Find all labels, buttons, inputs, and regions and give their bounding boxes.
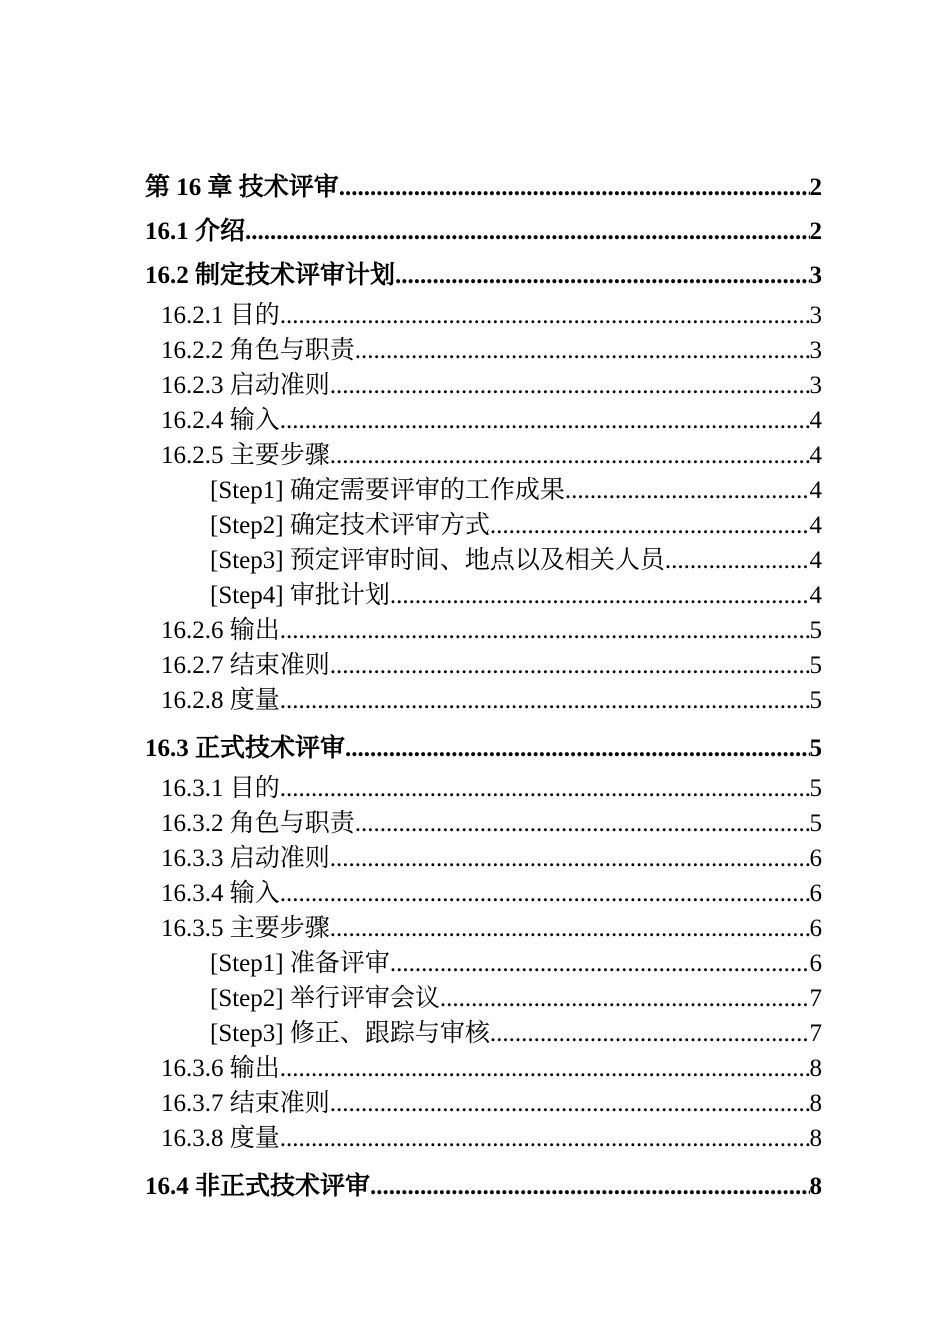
toc-entry[interactable]	[145, 727, 822, 771]
toc-entry-title: [Step3] 修正、跟踪与审核	[210, 1020, 490, 1047]
toc-entry-page-number: 5	[809, 775, 822, 802]
toc-entry[interactable]	[145, 771, 822, 806]
toc-entry[interactable]	[145, 946, 822, 981]
toc-entry[interactable]	[145, 1086, 822, 1121]
toc-entry-title: [Step1] 准备评审	[210, 950, 390, 977]
dot-leader	[280, 771, 810, 806]
toc-entry[interactable]	[145, 1165, 822, 1209]
dot-leader	[245, 210, 809, 254]
toc-entry-title: 16.3.3 启动准则	[161, 845, 330, 872]
toc-entry-page-number: 7	[809, 1020, 822, 1047]
dot-leader	[339, 166, 810, 210]
dot-leader	[280, 613, 810, 648]
toc-entry-page-number: 8	[809, 1055, 822, 1082]
toc-entry-title: 16.4 非正式技术评审	[145, 1173, 371, 1200]
toc-entry-page-number: 3	[809, 372, 822, 399]
toc-entry[interactable]	[145, 578, 822, 613]
toc-entry-page-number: 8	[809, 1090, 822, 1117]
dot-leader	[665, 543, 810, 578]
dot-leader	[565, 473, 810, 508]
toc-entry-page-number: 7	[809, 985, 822, 1012]
toc-entry-title: 16.1 介绍	[145, 218, 246, 245]
toc-entry-page-number: 5	[809, 687, 822, 714]
toc-entry[interactable]	[145, 166, 822, 210]
toc-entry-title: 16.2.4 输入	[161, 407, 280, 434]
toc-entry[interactable]	[145, 333, 822, 368]
toc-entry[interactable]	[145, 403, 822, 438]
toc-entry-title: 16.2.1 目的	[161, 302, 280, 329]
toc-entry-title: 16.3.4 输入	[161, 880, 280, 907]
dot-leader	[280, 1121, 810, 1156]
toc-entry[interactable]	[145, 508, 822, 543]
toc-entry-page-number: 5	[809, 617, 822, 644]
toc-entry-title: 16.3.8 度量	[161, 1125, 280, 1152]
toc-entry[interactable]	[145, 911, 822, 946]
toc-entry[interactable]	[145, 368, 822, 403]
toc-entry-title: 16.3.6 输出	[161, 1055, 280, 1082]
toc-entry-title: 16.2.2 角色与职责	[161, 337, 355, 364]
toc-entry[interactable]	[145, 1051, 822, 1086]
toc-entry-page-number: 4	[809, 582, 822, 609]
toc-entry-title: [Step4] 审批计划	[210, 582, 390, 609]
dot-leader	[280, 1051, 810, 1086]
dot-leader	[330, 841, 810, 876]
dot-leader	[280, 876, 810, 911]
toc-entry[interactable]	[145, 683, 822, 718]
toc-entry-title: 16.3.1 目的	[161, 775, 280, 802]
dot-leader	[355, 806, 810, 841]
table-of-contents	[145, 166, 822, 1209]
toc-entry-page-number: 3	[809, 302, 822, 329]
toc-entry-title: 16.2.6 输出	[161, 617, 280, 644]
toc-entry-title: [Step2] 确定技术评审方式	[210, 512, 490, 539]
toc-entry-page-number: 2	[809, 218, 822, 245]
toc-entry-page-number: 8	[809, 1125, 822, 1152]
toc-entry-page-number: 6	[809, 845, 822, 872]
toc-entry-title: 16.2.8 度量	[161, 687, 280, 714]
dot-leader	[330, 911, 810, 946]
toc-entry-title: 16.3.5 主要步骤	[161, 915, 330, 942]
toc-entry[interactable]	[145, 876, 822, 911]
toc-entry-page-number: 2	[809, 174, 822, 201]
dot-leader	[355, 333, 810, 368]
toc-entry[interactable]	[145, 438, 822, 473]
dot-leader	[370, 1165, 809, 1209]
toc-entry-page-number: 3	[809, 262, 822, 289]
dot-leader	[345, 727, 809, 771]
toc-entry-page-number: 6	[809, 915, 822, 942]
toc-entry[interactable]	[145, 981, 822, 1016]
toc-entry-page-number: 5	[809, 810, 822, 837]
toc-entry-title: 16.2.3 启动准则	[161, 372, 330, 399]
toc-entry-page-number: 5	[809, 652, 822, 679]
toc-entry-page-number: 8	[809, 1173, 822, 1200]
toc-entry-page-number: 4	[809, 512, 822, 539]
toc-entry-page-number: 5	[809, 735, 822, 762]
toc-entry-page-number: 3	[809, 337, 822, 364]
toc-entry-title: [Step1] 确定需要评审的工作成果	[210, 477, 565, 504]
toc-entry-title: [Step3] 预定评审时间、地点以及相关人员	[210, 547, 665, 574]
dot-leader	[490, 508, 810, 543]
toc-entry[interactable]	[145, 806, 822, 841]
dot-leader	[490, 1016, 810, 1051]
toc-entry[interactable]	[145, 473, 822, 508]
dot-leader	[280, 403, 810, 438]
toc-entry[interactable]	[145, 1016, 822, 1051]
toc-entry-title: 16.2 制定技术评审计划	[145, 262, 396, 289]
toc-entry[interactable]	[145, 1121, 822, 1156]
toc-entry[interactable]	[145, 543, 822, 578]
toc-entry[interactable]	[145, 648, 822, 683]
toc-entry-page-number: 4	[809, 442, 822, 469]
dot-leader	[330, 438, 810, 473]
toc-entry[interactable]	[145, 298, 822, 333]
dot-leader	[330, 368, 810, 403]
toc-entry-page-number: 6	[809, 950, 822, 977]
toc-entry[interactable]	[145, 254, 822, 298]
toc-entry[interactable]	[145, 841, 822, 876]
dot-leader	[440, 981, 810, 1016]
dot-leader	[280, 298, 810, 333]
toc-entry-title: 第 16 章 技术评审	[145, 174, 339, 201]
toc-entry-title: 16.3.7 结束准则	[161, 1090, 330, 1117]
toc-entry-title: [Step2] 举行评审会议	[210, 985, 440, 1012]
toc-entry-page-number: 4	[809, 547, 822, 574]
toc-entry-page-number: 4	[809, 477, 822, 504]
dot-leader	[330, 648, 810, 683]
dot-leader	[390, 946, 810, 981]
toc-entry[interactable]	[145, 210, 822, 254]
toc-entry-title: 16.2.7 结束准则	[161, 652, 330, 679]
dot-leader	[390, 578, 810, 613]
toc-entry-title: 16.3 正式技术评审	[145, 735, 346, 762]
toc-entry-page-number: 6	[809, 880, 822, 907]
dot-leader	[330, 1086, 810, 1121]
dot-leader	[395, 254, 809, 298]
toc-entry-title: 16.2.5 主要步骤	[161, 442, 330, 469]
toc-entry-title: 16.3.2 角色与职责	[161, 810, 355, 837]
toc-entry[interactable]	[145, 613, 822, 648]
toc-entry-page-number: 4	[809, 407, 822, 434]
dot-leader	[280, 683, 810, 718]
